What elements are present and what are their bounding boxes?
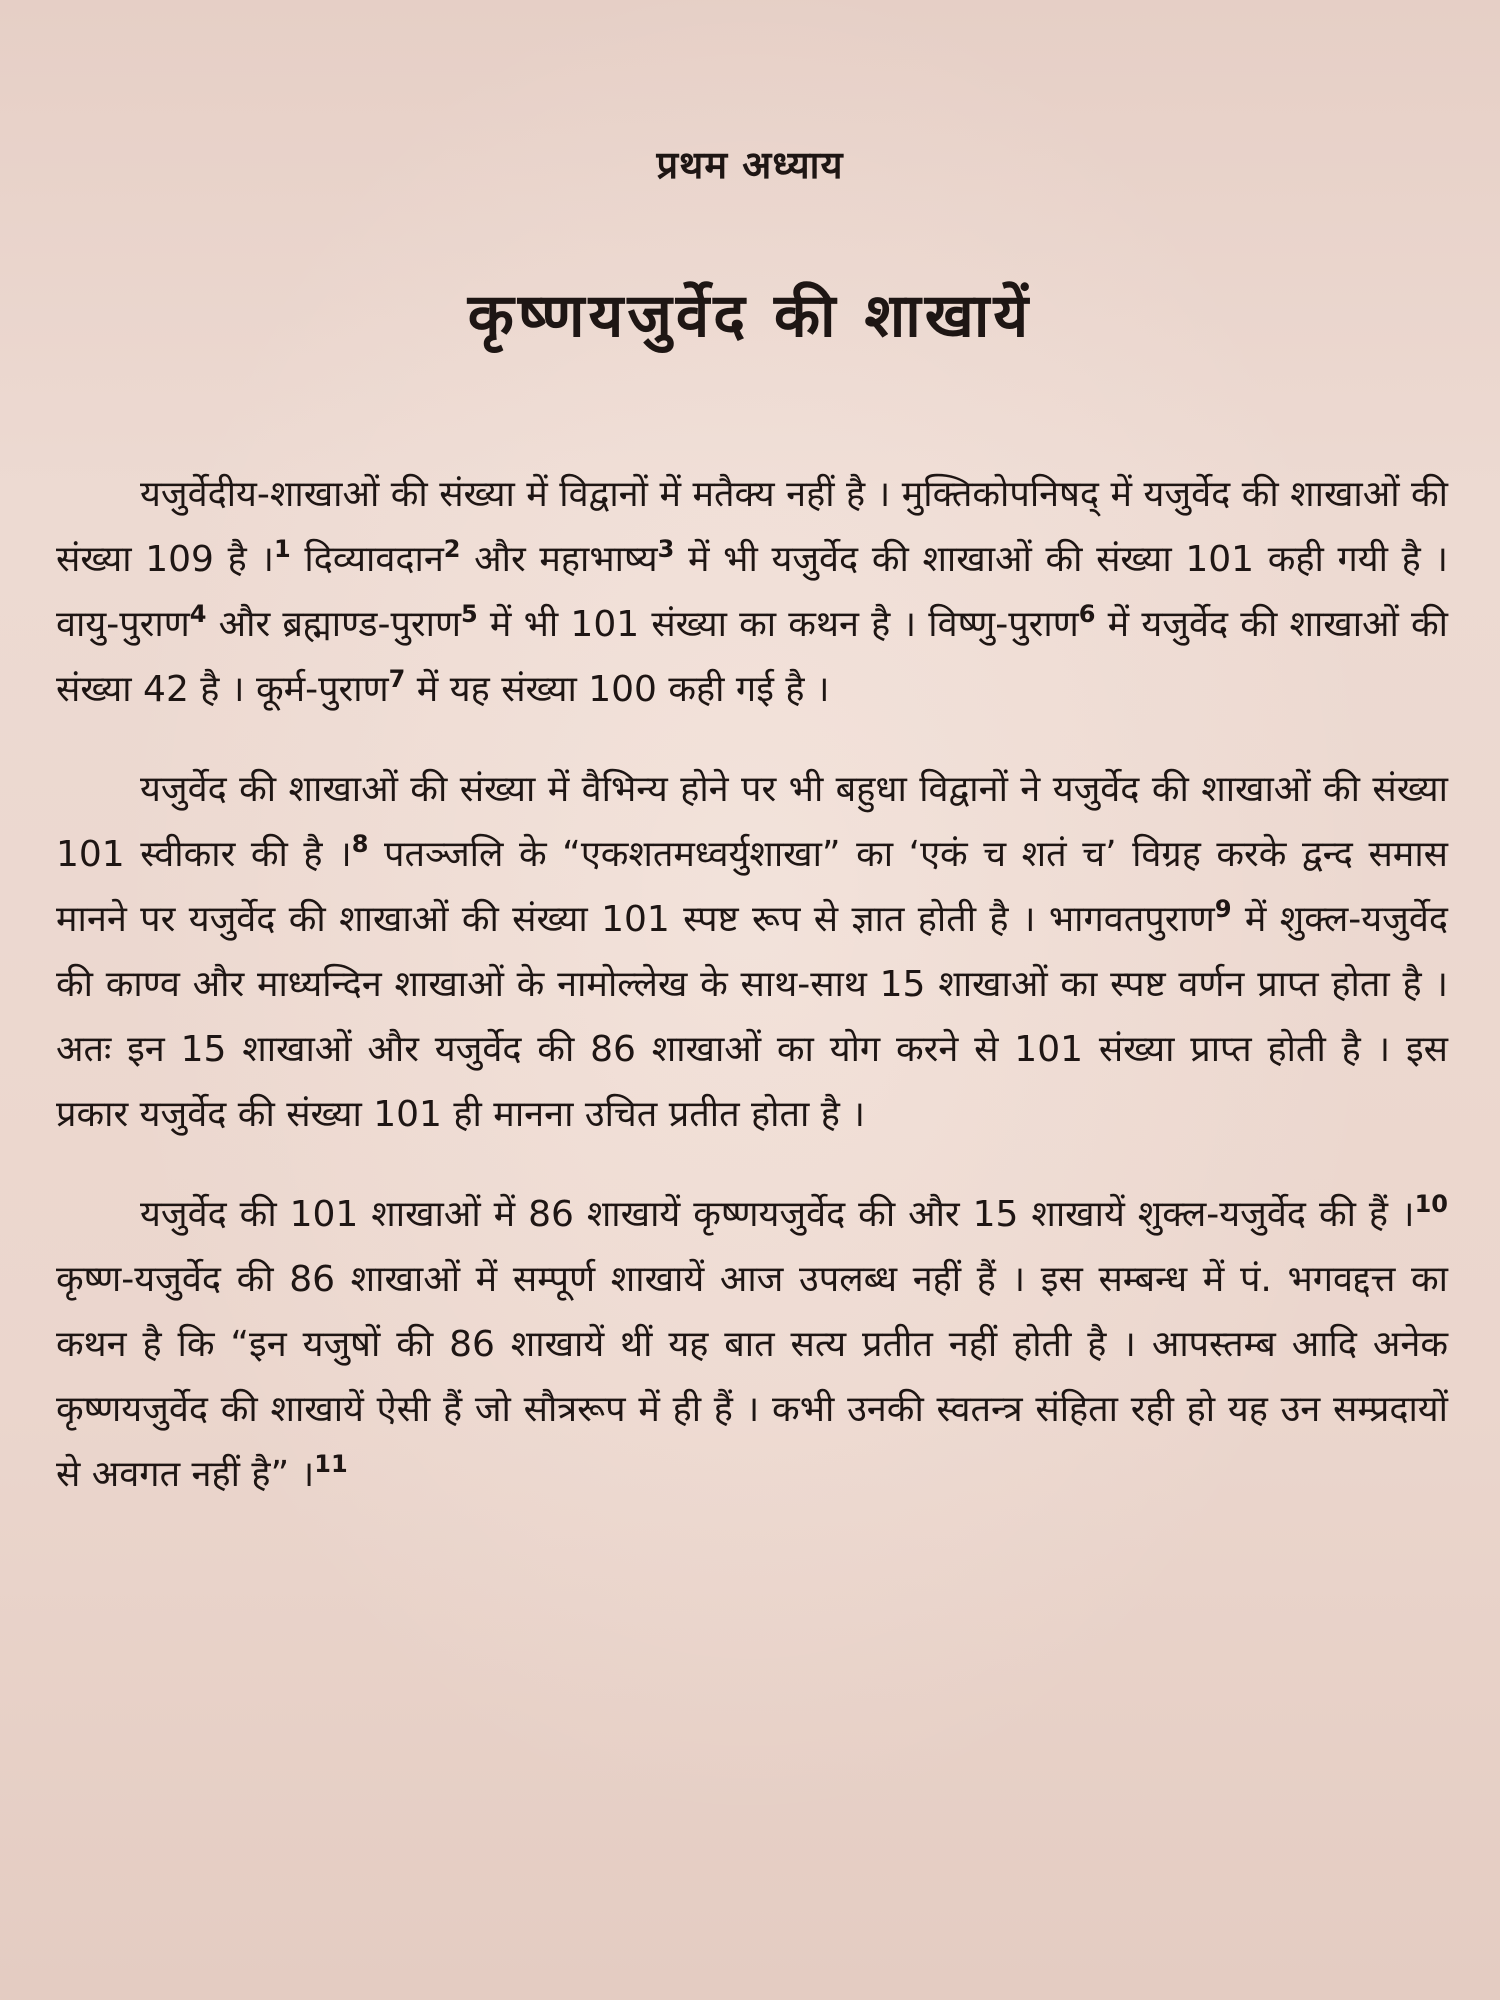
text-run: दिव्यावदान [290, 539, 444, 580]
text-run: में भी 101 संख्या का कथन है । विष्णु-पुराण [477, 604, 1079, 645]
paragraph-1 [56, 462, 1448, 722]
footnote-marker: 5 [460, 600, 478, 628]
footnote-marker: 3 [657, 535, 675, 563]
text-run: में यजुर्वेद की शाखाओं की संख्या 42 है । कूर्म-पुराण [56, 604, 1449, 710]
footnote-marker: 9 [1214, 895, 1232, 923]
footnote-marker: 11 [314, 1450, 348, 1478]
footnote-marker: 10 [1414, 1190, 1448, 1218]
footnote-marker: 2 [443, 535, 461, 563]
body-text [56, 462, 1448, 1542]
footnote-marker: 4 [189, 600, 207, 628]
footnote-marker: 8 [351, 830, 369, 858]
paragraph-3 [56, 1182, 1448, 1507]
footnote-marker: 7 [388, 665, 406, 693]
footnote-marker: 6 [1078, 600, 1096, 628]
text-run: यजुर्वेदीय-शाखाओं की संख्या में विद्वानों में मतैक्य नहीं है । मुक्तिकोपनिषद् में यजुर्वेद की शाखाओं की संख्या 109 है । [56, 474, 1448, 580]
paragraph-2 [56, 757, 1448, 1147]
text-run: पतञ्जलि के “एकशतमध्वर्युशाखा” का ‘एकं च शतं च’ विग्रह करके द्वन्द समास मानने पर यजुर्वेद की शाखाओं की संख्या 101 स्पष्ट रूप से ज्ञात होती है । भागवतपुराण [56, 834, 1448, 940]
text-run: कृष्ण-यजुर्वेद की 86 शाखाओं में सम्पूर्ण शाखायें आज उपलब्ध नहीं हैं । इस सम्बन्ध में पं. भगवद्दत्त का कथन है कि “इन यजुषों की 86 शाखायें थीं यह बात सत्य प्रतीत नहीं होती है । आपस्तम्ब आदि अनेक कृष्णयजुर्वेद की शाखायें ऐसी हैं जो सौत्ररूप में ही हैं । कभी उनकी स्वतन्त्र संहिता रही हो यह उन सम्प्रदायों से अवगत नहीं है” । [56, 1259, 1448, 1495]
footnote-marker: 1 [274, 535, 291, 563]
text-run: में शुक्ल-यजुर्वेद की काण्व और माध्यन्दिन शाखाओं के नामोल्लेख के साथ-साथ 15 शाखाओं का स्पष्ट वर्णन प्राप्त होता है । अतः इन 15 शाखाओं और यजुर्वेद की 86 शाखाओं का योग करने से 101 संख्या प्राप्त होती है । इस प्रकार यजुर्वेद की संख्या 101 ही मानना उचित प्रतीत होता है । [56, 899, 1449, 1135]
text-run: में यह संख्या 100 कही गई है । [405, 669, 830, 710]
text-run: यजुर्वेद की शाखाओं की संख्या में वैभिन्य होने पर भी बहुधा विद्वानों ने यजुर्वेद की शाखाओं की संख्या 101 स्वीकार की है । [56, 769, 1448, 875]
chapter-label: प्रथम अध्याय [656, 143, 844, 187]
text-run: और महाभाष्य [460, 539, 658, 580]
chapter-title: कृष्णयजुर्वेद की शाखायें [467, 281, 1033, 351]
text-run: में भी यजुर्वेद की शाखाओं की संख्या 101 कही गयी है । वायु-पुराण [56, 539, 1448, 645]
text-run: यजुर्वेद की 101 शाखाओं में 86 शाखायें कृष्णयजुर्वेद की और 15 शाखायें शुक्ल-यजुर्वेद की हैं । [140, 1194, 1415, 1235]
text-run: और ब्रह्माण्ड-पुराण [206, 604, 461, 645]
